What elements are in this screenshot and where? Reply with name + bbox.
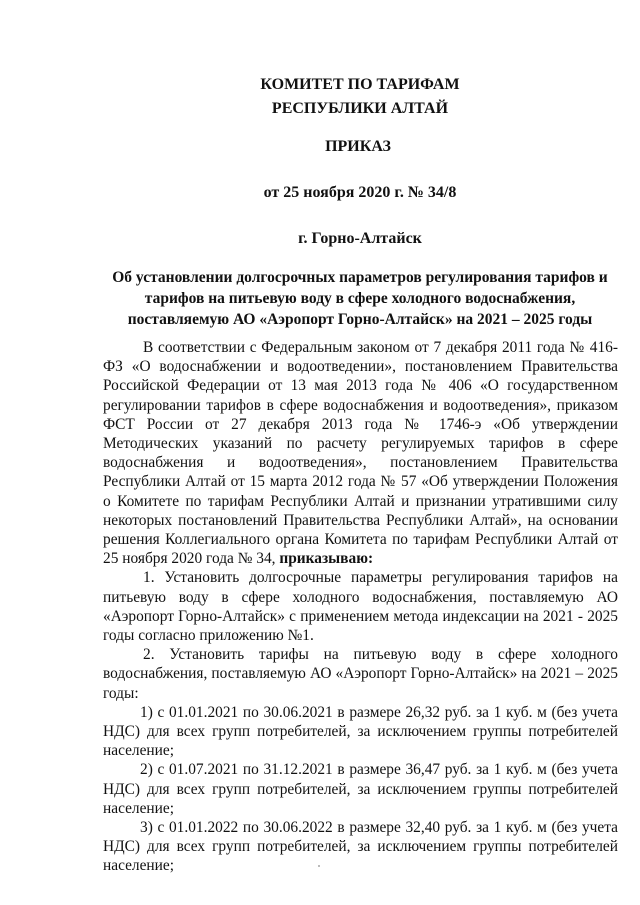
doc-subject: Об установлении долгосрочных параметров регулирования тарифов и тарифов на питьевую воду в сфере холодного водоснабжения, поставляемую АО «Аэропорт Горно-Алтайск» на 2021 – 2025 годы <box>112 269 608 328</box>
committee-name-line2: РЕСПУБЛИКИ АЛТАЙ <box>271 100 449 117</box>
preamble-text: В соответствии с Федеральным законом от 7 декабря 2011 года № 416-ФЗ «О водоснабжении и водоотведении», постановлением Правительства Российской Федерации от 13 мая 2013 года № 406 «О государственном регулировании тарифов в сфере водоснабжения и водоотведения», приказом ФСТ России от 27 декабря 2013 года № 1746-э «Об утверждении Методических указаний по расчету регулируемых тарифов в сфере водоснабжения и водоотведения», постановлением Правительства Республики Алтай от 15 марта 2012 года № 57 «Об утверждении Положения о Комитете по тарифам Республики Алтай и признании утратившими силу некоторых постановлений Правительства Республики Алтай», на основании решения Коллегиального органа Комитета по тарифам Республики Алтай от 25 ноября 2020 года № 34, <box>103 339 618 568</box>
doc-body <box>103 338 618 876</box>
clause-2-item-2: 2) с 01.07.2021 по 31.12.2021 в размере 36,47 руб. за 1 куб. м (без учета НДС) для всех групп потребителей, за исключением группы потребителей население; <box>103 761 618 817</box>
clause-1: 1. Установить долгосрочные параметры регулирования тарифов на питьевую воду в сфере холодного водоснабжения, поставляемую АО «Аэропорт Горно-Алтайск» с применением метода индексации на 2021 - 2025 годы согласно приложению №1. <box>103 569 618 645</box>
clause-2: 2. Установить тарифы на питьевую воду в сфере холодного водоснабжения, поставляемую АО «Аэропорт Горно-Алтайск» на 2021 – 2025 годы: <box>103 646 618 702</box>
committee-name-line1: КОМИТЕТ ПО ТАРИФАМ <box>260 76 460 93</box>
doc-type-title: ПРИКАЗ <box>325 138 391 155</box>
doc-city: г. Горно-Алтайск <box>298 230 422 247</box>
doc-date-number: от 25 ноября 2020 г. № 34/8 <box>263 184 457 201</box>
scan-speck <box>318 865 320 867</box>
order-word: приказываю: <box>279 550 374 568</box>
preamble-paragraph <box>103 338 618 568</box>
clause-2-item-1: 1) с 01.01.2021 по 30.06.2021 в размере 26,32 руб. за 1 куб. м (без учета НДС) для всех групп потребителей, за исключением группы потребителей население; <box>103 703 618 760</box>
clause-2-item-3: 3) с 01.01.2022 по 30.06.2022 в размере 32,40 руб. за 1 куб. м (без учета НДС) для всех групп потребителей, за исключением группы потребителей население; <box>103 819 618 875</box>
